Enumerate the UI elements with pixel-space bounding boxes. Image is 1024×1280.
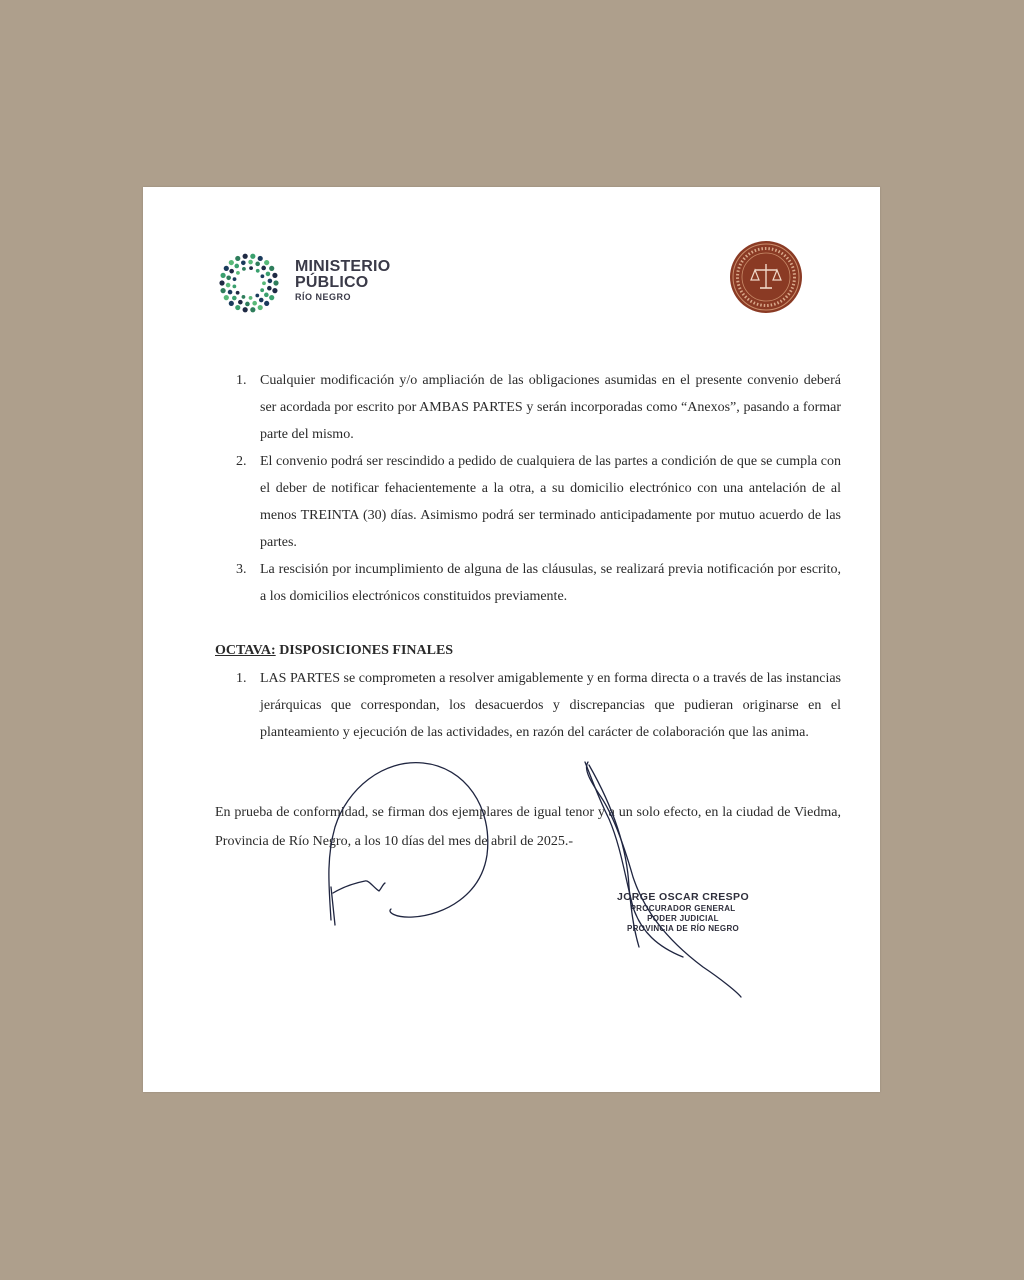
logo-dot: [229, 301, 234, 306]
logo-dot: [233, 277, 237, 281]
section-label: OCTAVA:: [215, 643, 276, 658]
logo-dot: [242, 295, 246, 299]
logo-line-ministerio: MINISTERIO: [295, 258, 391, 275]
clause-text: Cualquier modificación y/o ampliación de las obligaciones asumidas en el presente convenio deberá ser acordada por escrito por AMBAS PARTES y serán incorporadas como “Anexos”, pasando a formar parte del mismo.: [260, 373, 841, 442]
logo-dot: [266, 272, 271, 277]
logo-dot: [262, 281, 266, 285]
logo-dot: [234, 264, 239, 269]
official-stamp: [593, 891, 773, 934]
logo-dot: [268, 279, 273, 284]
logo-dot: [269, 295, 274, 300]
logo-dot: [249, 266, 253, 270]
logo-dot: [250, 307, 255, 312]
ministerio-publico-logo: [217, 251, 417, 315]
logo-dot: [261, 274, 265, 278]
logo-dot: [226, 276, 231, 281]
logo-dot: [224, 266, 229, 271]
logo-dot: [241, 260, 246, 265]
logo-dot: [255, 262, 260, 267]
section-title: DISPOSICIONES FINALES: [279, 643, 454, 658]
clause-item: [215, 367, 841, 448]
logo-dot: [259, 298, 264, 303]
clause-number: 1.: [236, 671, 247, 686]
logo-line-rio-negro: RÍO NEGRO: [295, 292, 352, 302]
stamp-title: PROCURADOR GENERAL: [630, 904, 736, 913]
clause-number: 2.: [236, 454, 247, 469]
logo-dot: [261, 266, 266, 271]
logo-dot: [232, 296, 237, 301]
clause-text: La rescisión por incumplimiento de alguna de las cláusulas, se realizará previa notificación por escrito, a los domicilios electrónicos constituidos previamente.: [260, 562, 841, 604]
logo-dot: [235, 305, 240, 310]
logo-dot: [220, 288, 225, 293]
logo-dot: [264, 260, 269, 265]
dotted-ring-icon: [217, 251, 281, 315]
logo-dot: [224, 295, 229, 300]
logo-dot: [264, 301, 269, 306]
logo-line-publico: PÚBLICO: [295, 274, 369, 291]
logo-dot: [248, 260, 253, 265]
logo-dot: [269, 266, 274, 271]
logo-dot: [229, 260, 234, 265]
logo-dot: [236, 291, 240, 295]
logo-dot: [238, 300, 243, 305]
logo-dot: [258, 256, 263, 261]
logo-dot: [232, 284, 236, 288]
logo-dot: [256, 269, 260, 273]
stamp-name: JORGE OSCAR CRESPO: [616, 891, 750, 903]
clause-item: [215, 556, 841, 610]
logo-dot: [264, 293, 269, 298]
logo-dot: [273, 280, 278, 285]
logo-dot: [219, 280, 224, 285]
logo-dot: [242, 267, 246, 271]
logo-dot: [260, 288, 264, 292]
logo-dot: [250, 254, 255, 259]
clause-text: El convenio podrá ser rescindido a pedido de cualquiera de las partes a condición de que se cumpla con el deber de notificar fehacientemente a la otra, a su domicilio electrónico con una antelación de al menos TREINTA (30) días. Asimismo podrá ser terminado anticipadamente por mutuo acuerdo de las partes.: [260, 454, 841, 550]
clause-item: [215, 448, 841, 556]
logo-dot: [226, 283, 231, 288]
logo-dot: [228, 290, 233, 295]
logo-dot: [249, 296, 253, 300]
logo-dot: [243, 254, 248, 259]
logo-dot: [236, 271, 240, 275]
clause-text: LAS PARTES se comprometen a resolver amigablemente y en forma directa o a través de las instancias jerárquicas que correspondan, los desacuerdos y discrepancias que pudieran originarse en el planteamiento y ejecución de las actividades, en razón del carácter de colaboración que las anima.: [260, 671, 841, 740]
logo-dot: [245, 302, 250, 307]
closing-paragraph: En prueba de conformidad, se firman dos ejemplares de igual tenor y a un solo efecto, en la ciudad de Viedma, Provincia de Río Negro, a los 10 días del mes de abril de 2025.-: [215, 805, 841, 849]
logo-dot: [243, 307, 248, 312]
logo-dot: [272, 288, 277, 293]
clause-number: 1.: [236, 373, 247, 388]
logo-dot: [272, 273, 277, 278]
document-page: [143, 187, 880, 1092]
clause-item: [215, 665, 841, 746]
stamp-province: PROVINCIA DE RÍO NEGRO: [626, 924, 740, 933]
final-clauses-list: [215, 665, 841, 746]
logo-dot: [258, 305, 263, 310]
logo-dot: [229, 269, 234, 274]
logo-dot: [220, 273, 225, 278]
section-heading: [215, 640, 453, 662]
stamp-institution: PODER JUDICIAL: [647, 914, 719, 923]
logo-dot: [252, 301, 257, 306]
logo-dot: [267, 286, 272, 291]
logo-dot: [255, 294, 259, 298]
logo-dot: [235, 256, 240, 261]
clauses-list: [215, 367, 841, 610]
clause-number: 3.: [236, 562, 247, 577]
logo-text: [295, 259, 390, 303]
justice-seal-icon: [729, 240, 803, 314]
